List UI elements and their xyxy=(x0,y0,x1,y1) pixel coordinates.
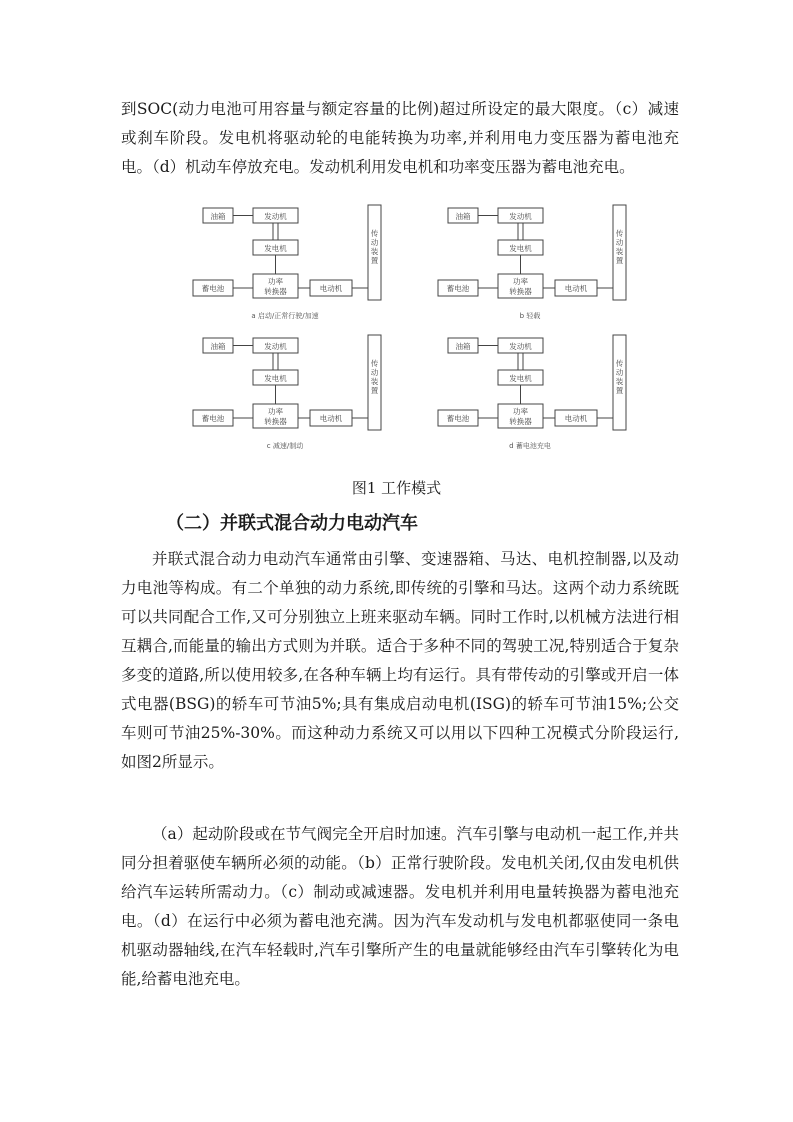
section-heading: （二）并联式混合动力电动汽车 xyxy=(166,513,418,534)
engine-label: 发动机 xyxy=(264,342,287,351)
transmission-label: 传动装置 xyxy=(370,359,379,395)
diagram-panel-4 xyxy=(438,335,626,450)
generator-label: 发电机 xyxy=(509,244,532,253)
fuel-tank-label: 油箱 xyxy=(210,342,226,351)
fuel-tank-label: 油箱 xyxy=(210,212,226,221)
converter-label-1: 功率 xyxy=(268,277,283,286)
generator-label: 发电机 xyxy=(509,374,532,383)
engine-label: 发动机 xyxy=(509,212,532,221)
work-modes-diagram xyxy=(185,200,645,458)
engine-label: 发动机 xyxy=(509,342,532,351)
panel-subtitle: c 减速/制动 xyxy=(266,442,304,450)
diagram-panel-2 xyxy=(438,205,626,320)
transmission-label: 传动装置 xyxy=(615,229,624,265)
converter-label-2: 转换器 xyxy=(264,287,287,296)
battery-label: 蓄电池 xyxy=(201,284,225,293)
diagram-panel-3 xyxy=(193,335,381,450)
panel-subtitle: b 轻载 xyxy=(519,312,541,320)
diagram-panel-1 xyxy=(193,205,381,320)
panel-subtitle: d 蓄电池充电 xyxy=(509,442,551,450)
engine-label: 发动机 xyxy=(264,212,287,221)
paragraph-3: （a）起动阶段或在节气阀完全开启时加速。汽车引擎与电动机一起工作,并共同分担着驱使车辆所必须的动能。（b）正常行驶阶段。发电机关闭,仅由发电机供给汽车运转所需动力。（c）制动或减速器。发电机并利用电量转换器为蓄电池充电。（d）在运行中必须为蓄电池充满。因为汽车发动机与发电机都驱使同一条电机驱动器轴线,在汽车轻载时,汽车引擎所产生的电量就能够经由汽车引擎转化为电能,给蓄电池充电。 xyxy=(121,825,679,988)
converter-label-2: 转换器 xyxy=(264,417,287,426)
motor-label: 电动机 xyxy=(564,414,588,423)
generator-label: 发电机 xyxy=(264,244,287,253)
fuel-tank-label: 油箱 xyxy=(455,342,471,351)
converter-label-2: 转换器 xyxy=(509,287,532,296)
motor-label: 电动机 xyxy=(319,414,343,423)
motor-label: 电动机 xyxy=(564,284,588,293)
paragraph-1: 到SOC(动力电池可用容量与额定容量的比例)超过所设定的最大限度。（c）减速或刹车阶段。发电机将驱动轮的电能转换为功率,并利用电力变压器为蓄电池充电。（d）机动车停放充电。发动机利用发电机和功率变压器为蓄电池充电。 xyxy=(121,100,679,176)
battery-label: 蓄电池 xyxy=(446,414,470,423)
converter-label-1: 功率 xyxy=(268,407,283,416)
figure-caption: 图1 工作模式 xyxy=(351,479,442,497)
figure-work-modes xyxy=(185,200,645,458)
generator-label: 发电机 xyxy=(264,374,287,383)
motor-label: 电动机 xyxy=(319,284,343,293)
panel-subtitle: a 启动/正常行驶/加速 xyxy=(251,312,319,320)
transmission-label: 传动装置 xyxy=(370,229,379,265)
converter-label-1: 功率 xyxy=(513,407,528,416)
converter-label-1: 功率 xyxy=(513,277,528,286)
transmission-label: 传动装置 xyxy=(615,359,624,395)
converter-label-2: 转换器 xyxy=(509,417,532,426)
fuel-tank-label: 油箱 xyxy=(455,212,471,221)
paragraph-2: 并联式混合动力电动汽车通常由引擎、变速器箱、马达、电机控制器,以及动力电池等构成。有二个单独的动力系统,即传统的引擎和马达。这两个动力系统既可以共同配合工作,又可分别独立上班来驱动车辆。同时工作时,以机械方法进行相互耦合,而能量的输出方式则为并联。适合于多种不同的驾驶工况,特别适合于复杂多变的道路,所以使用较多,在各种车辆上均有运行。具有带传动的引擎或开启一体式电器(BSG)的轿车可节油5%;具有集成启动电机(ISG)的轿车可节油15%;公交车则可节油25%-30%。而这种动力系统又可以用以下四种工况模式分阶段运行,如图2所显示。 xyxy=(121,550,679,771)
battery-label: 蓄电池 xyxy=(201,414,225,423)
battery-label: 蓄电池 xyxy=(446,284,470,293)
